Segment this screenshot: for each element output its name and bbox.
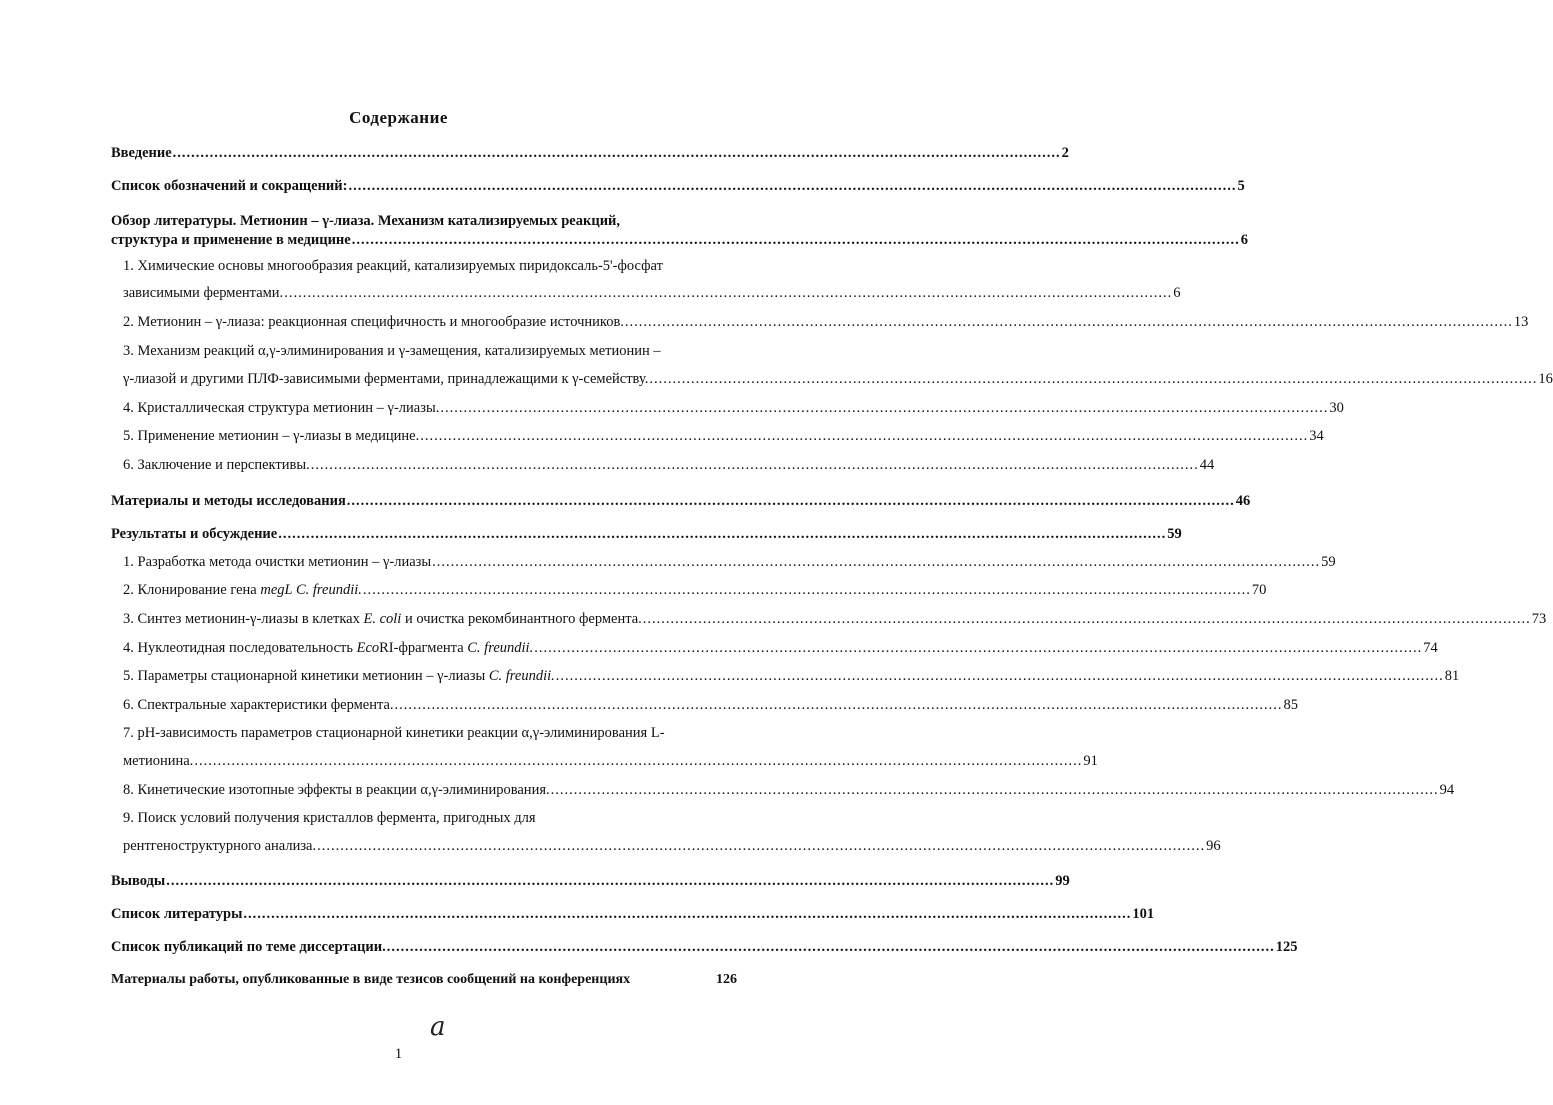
entry-text: 5. Параметры стационарной кинетики метионин – γ-лиазы <box>123 668 489 684</box>
entry-page: 73 <box>1531 611 1547 627</box>
entry-text: 5. Применение метионин – γ-лиазы в медицине. <box>123 428 420 444</box>
entry-text: 2. Клонирование гена <box>123 582 261 598</box>
toc-sub-r6[interactable]: 6. Заключение и перспективы. ................................................................................................................................................................................................ 44 <box>123 457 1215 473</box>
toc-entry-methods[interactable]: Материалы и методы исследования ................................................................................................................................................................................................ 46 <box>111 493 1251 509</box>
entry-text: 1. Разработка метода очистки метионин – γ-лиазы <box>123 554 432 570</box>
toc-entry-abbreviations[interactable]: Список обозначений и сокращений: ................................................................................................................................................................................................ 5 <box>111 178 1245 194</box>
toc-entry-intro[interactable]: Введение ................................................................................................................................................................................................ 2 <box>111 145 1069 161</box>
toc-sub-s7[interactable]: метионина. ................................................................................................................................................................................................ 91 <box>123 753 1098 769</box>
toc-sub-r3-line1[interactable]: 3. Механизм реакций α,γ-элиминирования и γ-замещения, катализируемых метионин – <box>123 343 661 359</box>
entry-text: 2. Метионин – γ-лиаза: реакционная специфичность и многообразие источников. <box>123 314 624 330</box>
entry-text: 4. Кристаллическая структура метионин – γ-лиазы. <box>123 400 440 416</box>
entry-page: 59 <box>1321 554 1336 570</box>
toc-entry-references[interactable]: Список литературы ................................................................................................................................................................................................ 101 <box>111 906 1155 922</box>
entry-text: структура и применение в медицине <box>111 232 351 248</box>
entry-text: Список обозначений и сокращений: <box>111 178 348 194</box>
entry-page: 44 <box>1199 457 1215 473</box>
toc-entry-review[interactable]: структура и применение в медицине ................................................................................................................................................................................................ 6 <box>111 232 1248 248</box>
entry-text-italic: E. coli <box>363 611 402 627</box>
toc-sub-r3[interactable]: γ-лиазой и другими ПЛФ-зависимыми ферментами, принадлежащими к γ-семейству. ................................................................................................................................................................................................ 16 <box>123 371 1553 387</box>
entry-text: Введение <box>111 145 172 161</box>
toc-entry-publications[interactable]: Список публикаций по теме диссертации. ................................................................................................................................................................................................ 125 <box>111 939 1298 955</box>
entry-text: 3. Синтез метионин-γ-лиазы в клетках <box>123 611 364 627</box>
toc-sub-s4[interactable]: 4. Нуклеотидная последовательность EcoRI-фрагмента C. freundii. ................................................................................................................................................................................................ 74 <box>123 640 1438 656</box>
entry-page: 34 <box>1309 428 1324 444</box>
entry-page: 6 <box>1173 285 1181 301</box>
entry-page: 101 <box>1132 906 1155 922</box>
toc-sub-r1[interactable]: зависимыми ферментами. ................................................................................................................................................................................................ 6 <box>123 285 1181 301</box>
entry-text-italic-2: C. freundii. <box>467 640 534 656</box>
entry-text: зависимыми ферментами. <box>123 285 284 301</box>
entry-page: 99 <box>1055 873 1070 889</box>
entry-text: 8. Кинетические изотопные эффекты в реакции α,γ-элиминирования. <box>123 782 550 798</box>
toc-entry-conference[interactable] <box>111 972 737 988</box>
entry-text: Список литературы <box>111 906 243 922</box>
entry-text: рентгеноструктурного анализа. <box>123 838 317 854</box>
toc-sub-s2[interactable]: 2. Клонирование гена megL C. freundii. ................................................................................................................................................................................................ 70 <box>123 582 1267 598</box>
entry-page: 85 <box>1283 697 1299 713</box>
page-number: 1 <box>394 1046 403 1062</box>
entry-page: 126 <box>716 972 737 987</box>
entry-text: Результаты и обсуждение <box>111 526 278 542</box>
toc-sub-r2[interactable]: 2. Метионин – γ-лиаза: реакционная специфичность и многообразие источников. ................................................................................................................................................................................................ 13 <box>123 314 1529 330</box>
entry-text-tail: и очистка рекомбинантного фермента. <box>401 611 642 627</box>
entry-page: 96 <box>1206 838 1221 854</box>
entry-page: 59 <box>1167 526 1182 542</box>
entry-page: 16 <box>1538 371 1553 387</box>
entry-page: 30 <box>1329 400 1344 416</box>
toc-sub-s3[interactable]: 3. Синтез метионин-γ-лиазы в клетках E. coli и очистка рекомбинантного фермента. ................................................................................................................................................................................................ 73 <box>123 611 1547 627</box>
entry-text: γ-лиазой и другими ПЛФ-зависимыми ферментами, принадлежащими к γ-семейству. <box>123 371 649 387</box>
entry-page: 91 <box>1083 753 1098 769</box>
toc-sub-r4[interactable]: 4. Кристаллическая структура метионин – γ-лиазы. ................................................................................................................................................................................................ 30 <box>123 400 1344 416</box>
entry-text: 6. Заключение и перспективы. <box>123 457 310 473</box>
entry-text: 6. Спектральные характеристики фермента. <box>123 697 394 713</box>
entry-page: 46 <box>1235 493 1251 509</box>
entry-text: Материалы и методы исследования <box>111 493 346 509</box>
handwritten-signature: a <box>430 1012 446 1042</box>
entry-page: 74 <box>1423 640 1438 656</box>
entry-page: 125 <box>1275 939 1298 955</box>
entry-page: 2 <box>1061 145 1069 161</box>
entry-text-italic: megL C. freundii. <box>260 582 362 598</box>
toc-sub-r5[interactable]: 5. Применение метионин – γ-лиазы в медицине. ................................................................................................................................................................................................ 34 <box>123 428 1324 444</box>
toc-sub-s8[interactable]: 8. Кинетические изотопные эффекты в реакции α,γ-элиминирования. ................................................................................................................................................................................................ 94 <box>123 782 1455 798</box>
entry-page: 5 <box>1237 178 1245 194</box>
entry-page: 94 <box>1439 782 1455 798</box>
toc-sub-s1[interactable]: 1. Разработка метода очистки метионин – γ-лиазы ................................................................................................................................................................................................ 59 <box>123 554 1336 570</box>
entry-text-italic: Eco <box>356 640 380 656</box>
entry-text-italic: C. freundii. <box>488 668 555 684</box>
page-title: Содержание <box>349 108 448 127</box>
toc-entry-results[interactable]: Результаты и обсуждение ................................................................................................................................................................................................ 59 <box>111 526 1182 542</box>
toc-entry-review-line1[interactable]: Обзор литературы. Метионин – γ-лиаза. Механизм катализируемых реакций, <box>111 213 621 229</box>
entry-text: метионина. <box>123 753 194 769</box>
entry-text-mid: RI-фрагмента <box>379 640 468 656</box>
toc-sub-s5[interactable]: 5. Параметры стационарной кинетики метионин – γ-лиазы C. freundii. ................................................................................................................................................................................................ 81 <box>123 668 1460 684</box>
entry-page: 13 <box>1513 314 1529 330</box>
toc-sub-s7-line1[interactable]: 7. pH-зависимость параметров стационарной кинетики реакции α,γ-элиминирования L- <box>123 725 665 741</box>
entry-text: 4. Нуклеотидная последовательность <box>123 640 357 656</box>
entry-text: Материалы работы, опубликованные в виде тезисов сообщений на конференциях <box>111 972 631 987</box>
toc-sub-s9-line1[interactable]: 9. Поиск условий получения кристаллов фермента, пригодных для <box>123 810 536 826</box>
toc-sub-r1-line1[interactable]: 1. Химические основы многообразия реакций, катализируемых пиридоксаль-5'-фосфат <box>123 258 663 274</box>
toc-sub-s9[interactable]: рентгеноструктурного анализа. ................................................................................................................................................................................................ 96 <box>123 838 1221 854</box>
toc-entry-conclusions[interactable]: Выводы ................................................................................................................................................................................................ 99 <box>111 873 1070 889</box>
toc-sub-s6[interactable]: 6. Спектральные характеристики фермента. ................................................................................................................................................................................................ 85 <box>123 697 1299 713</box>
entry-page: 6 <box>1240 232 1248 248</box>
entry-text: Список публикаций по теме диссертации. <box>111 939 386 955</box>
entry-page: 81 <box>1444 668 1460 684</box>
entry-text: Выводы <box>111 873 166 889</box>
entry-page: 70 <box>1251 582 1267 598</box>
